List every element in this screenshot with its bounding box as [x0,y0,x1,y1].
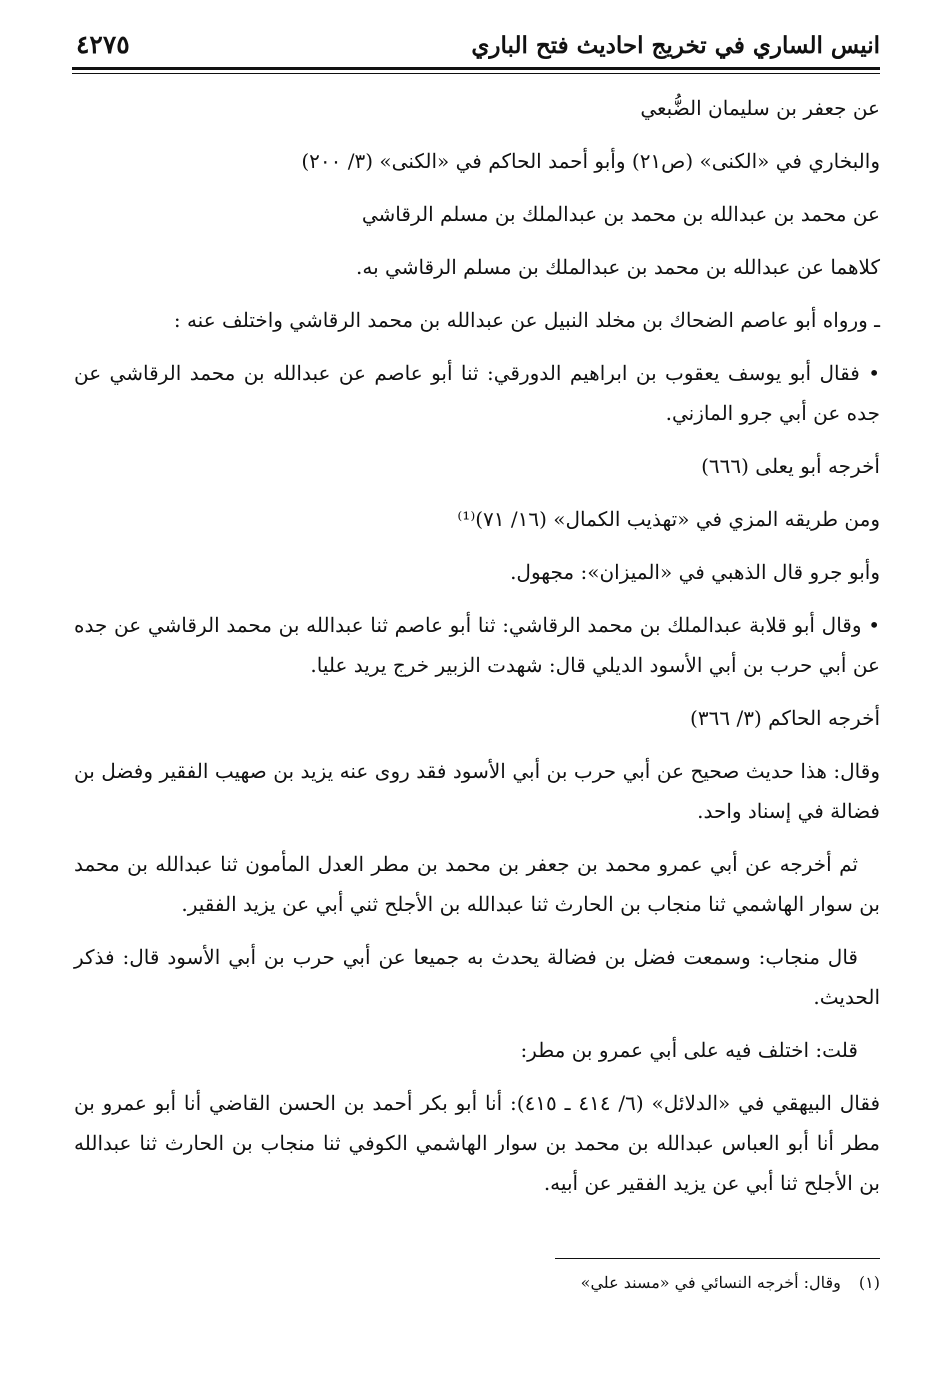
paragraph: قلت: اختلف فيه على أبي عمرو بن مطر: [520,1038,858,1062]
paragraph: قال منجاب: وسمعت فضل بن فضالة يحدث به جميعا عن أبي حرب بن أبي الأسود قال: فذكر الحديث. [74,945,880,1009]
footnote [380,1268,880,1298]
paragraph: والبخاري في «الكنى» (ص٢١) وأبو أحمد الحاكم في «الكنى» (٣/ ٢٠٠) [301,149,880,173]
paragraph: • وقال أبو قلابة عبدالملك بن محمد الرقاشي: ثنا أبو عاصم ثنا عبدالله بن محمد الرقاشي عن جده عن أبي حرب بن أبي الأسود الديلي قال: شهدت الزبير خرج يريد عليا. [74,613,880,677]
footnote-rule [555,1258,880,1259]
paragraph: وقال: هذا حديث صحيح عن أبي حرب بن أبي الأسود فقد روى عنه يزيد بن صهيب الفقير وفضل بن فضالة في إسناد واحد. [74,759,880,823]
footnote-text: وقال: أخرجه النسائي في «مسند علي» [580,1273,841,1292]
paragraph: عن محمد بن عبدالله بن محمد بن عبدالملك بن مسلم الرقاشي [361,202,880,226]
paragraph: فقال البيهقي في «الدلائل» (٦/ ٤١٤ ـ ٤١٥): أنا أبو بكر أحمد بن الحسن القاضي أنا أبو عمرو بن مطر أنا أبو العباس عبدالله بن محمد بن سوار الهاشمي الكوفي ثنا منجاب بن الحارث ثنا عبدالله بن الأجلح ثنا أبي عن يزيد الفقير عن أبيه. [74,1091,881,1195]
page-header [72,28,880,78]
header-rule-thick [72,67,880,70]
paragraph: أخرجه أبو يعلى (٦٦٦) [701,454,880,478]
paragraph: • فقال أبو يوسف يعقوب بن ابراهيم الدورقي: ثنا أبو عاصم عن عبدالله بن محمد الرقاشي عن جده عن أبي جرو المازني. [74,361,880,425]
footnote-marker: (١) [858,1273,880,1292]
paragraph: ـ ورواه أبو عاصم الضحاك بن مخلد النبيل عن عبدالله بن محمد الرقاشي واختلف عنه : [173,308,880,332]
paragraph: أخرجه الحاكم (٣/ ٣٦٦) [690,706,880,730]
paragraph: ومن طريقه المزي في «تهذيب الكمال» (١٦/ ٧١)⁽¹⁾ [457,507,880,531]
paragraph: كلاهما عن عبدالله بن محمد بن عبدالملك بن مسلم الرقاشي به. [356,255,880,279]
paragraph: ثم أخرجه عن أبي عمرو محمد بن جعفر بن محمد بن مطر العدل المأمون ثنا عبدالله بن محمد بن سوار الهاشمي ثنا منجاب بن الحارث ثنا عبدالله بن الأجلح ثني أبي عن يزيد الفقير. [74,852,880,916]
page-number: ٤٢٧٥ [76,30,130,59]
paragraph: وأبو جرو قال الذهبي في «الميزان»: مجهول. [510,560,880,584]
main-text [74,88,880,1216]
header-rule-thin [72,73,880,74]
paragraph: عن جعفر بن سليمان الضُّبعي [640,96,880,120]
running-title: انيس الساري في تخريج احاديث فتح الباري [471,32,880,59]
